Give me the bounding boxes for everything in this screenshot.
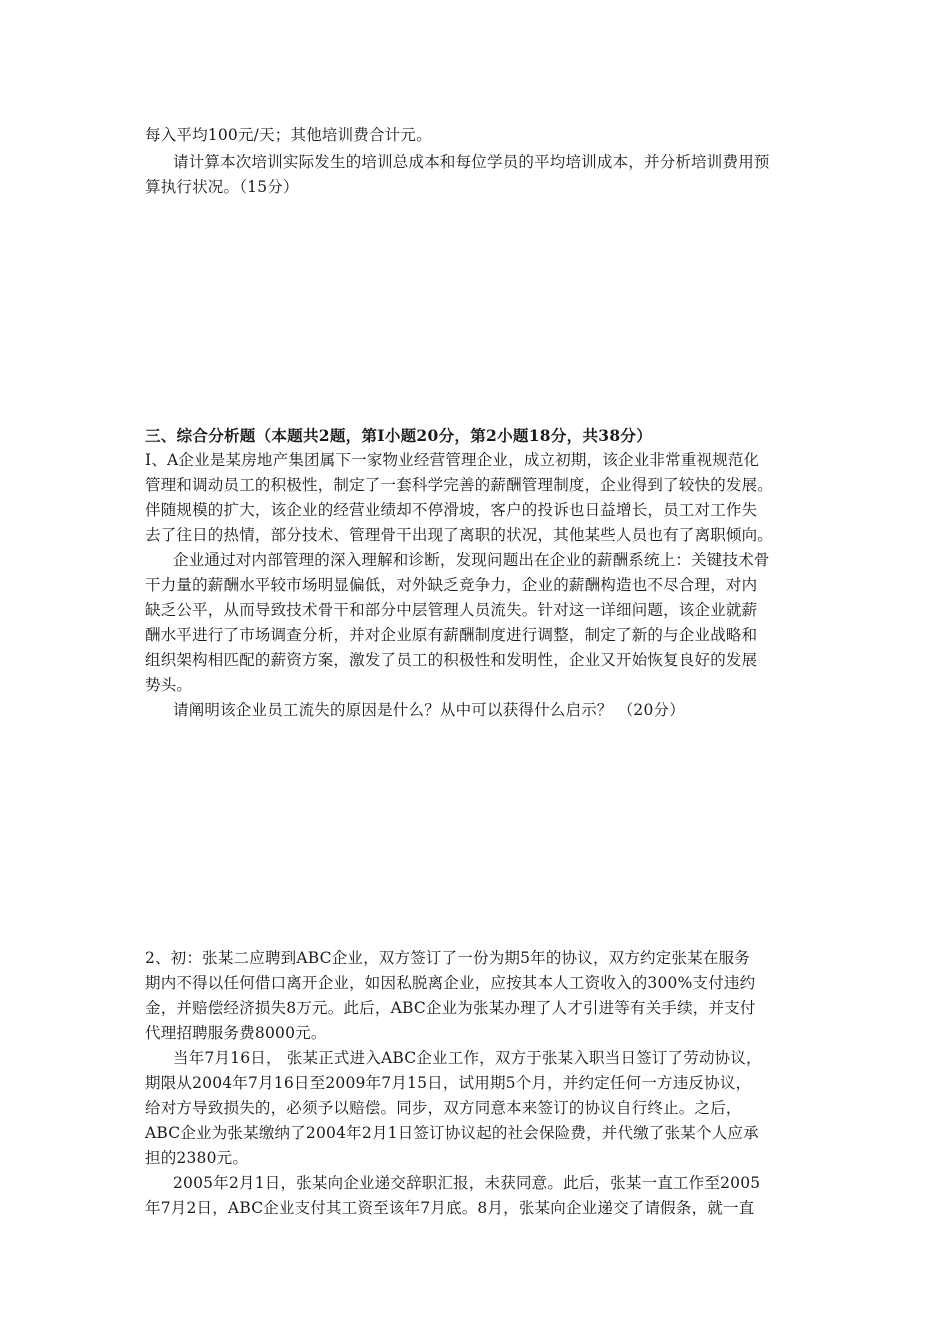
paragraph-line: 伴随规模的扩大，该企业的经营业绩却不停滑坡，客户的投诉也日益增长，员工对工作失	[145, 501, 758, 519]
paragraph-line: 去了往日的热情，部分技术、管理骨干出现了离职的状况，其他某些人员也有了离职倾向。	[145, 526, 774, 544]
paragraph-line: 期内不得以任何借口离开企业，如因私脱离企业，应按其本人工资收入的300%支付违约	[145, 974, 756, 992]
paragraph-line: 管理和调动员工的积极性，制定了一套科学完善的薪酬管理制度，企业得到了较快的发展。	[145, 476, 774, 494]
paragraph-line: 干力量的薪酬水平较市场明显偏低，对外缺乏竞争力，企业的薪酬构造也不尽合理，对内	[145, 576, 758, 594]
paragraph-line: 代理招聘服务费8000元。	[145, 1024, 327, 1042]
paragraph-line: 期限从2004年7月16日至2009年7月15日，试用期5个月，并约定任何一方违反协议，	[145, 1074, 752, 1092]
paragraph-line: 年7月2日，ABC企业支付其工资至该年7月底。8月，张某向企业递交了请假条，就一直	[145, 1199, 755, 1217]
paragraph-line: 请阐明该企业员工流失的原因是什么？从中可以获得什么启示？ （20分）	[173, 701, 685, 719]
paragraph-line: 势头。	[145, 676, 193, 694]
paragraph-line: 组织架构相匹配的薪资方案，激发了员工的积极性和发明性，企业又开始恢复良好的发展	[145, 651, 758, 669]
paragraph-line: 金，并赔偿经济损失8万元。此后，ABC企业为张某办理了人才引进等有关手续，并支付	[145, 999, 756, 1017]
paragraph-line: 缺乏公平，从而导致技术骨干和部分中层管理人员流失。针对这一详细问题，该企业就薪	[145, 601, 758, 619]
paragraph-line: 算执行状况。（15分）	[145, 178, 299, 196]
paragraph-line: ABC企业为张某缴纳了2004年2月1日签订协议起的社会保险费，并代缴了张某个人应承	[145, 1124, 759, 1142]
paragraph-line: 请计算本次培训实际发生的培训总成本和每位学员的平均培训成本，并分析培训费用预	[173, 153, 770, 171]
paragraph-line: 给对方导致损失的，必须予以赔偿。同步，双方同意本来签订的协议自行终止。之后，	[145, 1099, 742, 1117]
paragraph-line: I、A企业是某房地产集团属下一家物业经营管理企业，成立初期，该企业非常重视规范化	[145, 451, 760, 469]
paragraph-line: 担的2380元。	[145, 1149, 249, 1167]
paragraph-line: 2、初：张某二应聘到ABC企业，双方签订了一份为期5年的协议，双方约定张某在服务	[145, 949, 750, 967]
paragraph-line: 企业通过对内部管理的深入理解和诊断，发现问题出在企业的薪酬系统上：关键技术骨	[173, 551, 770, 569]
paragraph-line: 酬水平进行了市场调查分析，并对企业原有薪酬制度进行调整，制定了新的与企业战略和	[145, 626, 758, 644]
section-heading: 三、综合分析题（本题共2题，第I小题20分，第2小题18分，共38分）	[145, 426, 653, 445]
paragraph-line: 2005年2月1日，张某向企业递交辞职汇报，未获同意。此后，张某一直工作至2005	[173, 1174, 761, 1192]
paragraph-line: 当年7月16日， 张某正式进入ABC企业工作，双方于张某入职当日签订了劳动协议，	[173, 1049, 762, 1067]
paragraph-line: 每入平均100元/天；其他培训费合计元。	[145, 126, 432, 144]
